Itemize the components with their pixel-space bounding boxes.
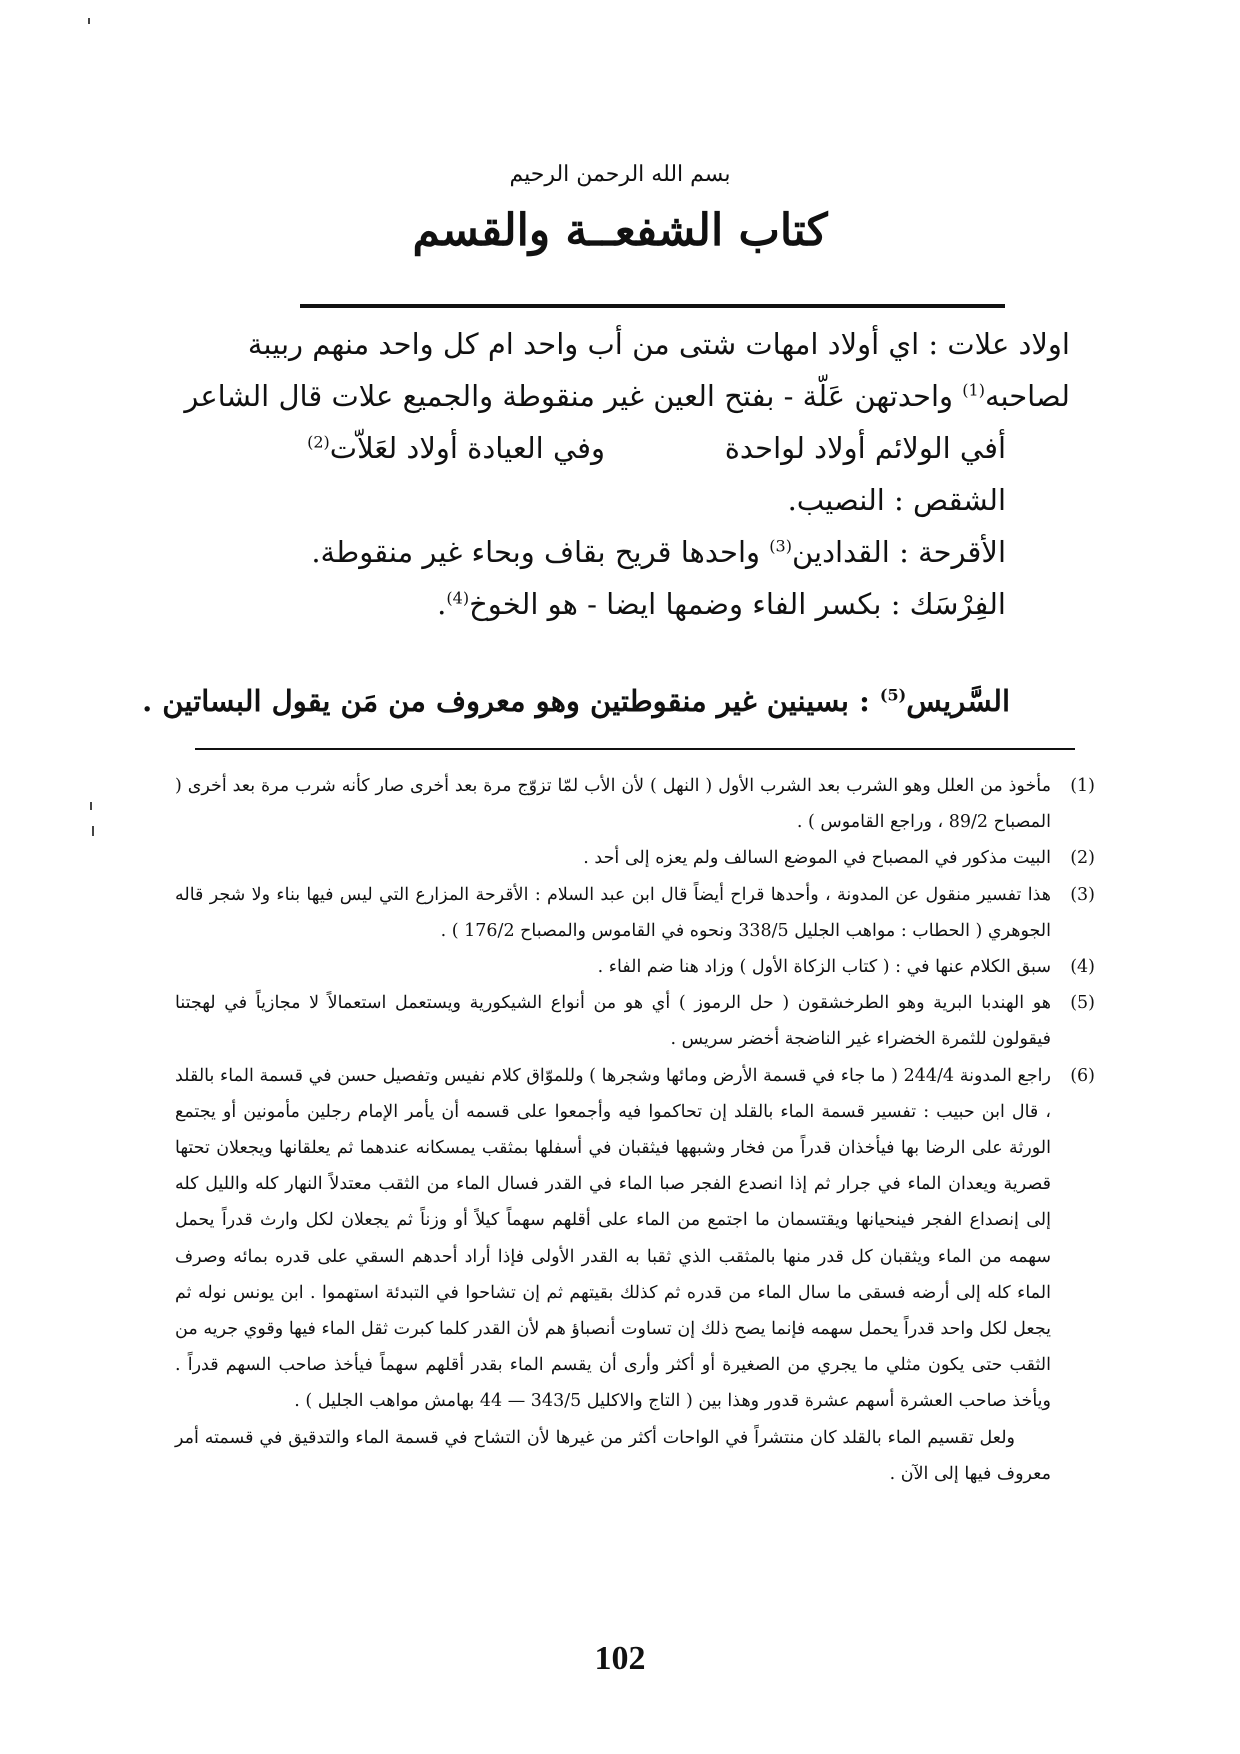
scan-mark	[88, 18, 90, 24]
sarees-line	[142, 684, 1070, 718]
main-text	[170, 318, 1070, 630]
verse-hemistich-1: أفي الولائم أولاد لواحدة	[724, 431, 1006, 465]
footnote-divider	[195, 748, 1075, 750]
sarees-definition: : بسينين غير منقوطتين وهو معروف من مَن يقول البساتين .	[142, 684, 880, 718]
main-line-text: الشقص : النصيب.	[787, 483, 1006, 517]
footnote	[175, 840, 1095, 876]
verse-hemistich-2	[307, 422, 605, 474]
scan-mark	[92, 826, 94, 836]
footnote-continuation: ولعل تقسيم الماء بالقلد كان منتشراً في الواحات أكثر من غيرها لأن التشاح في قسمة الماء والتدقيق في قسمته أمر معروف فيها إلى الآن .	[175, 1427, 1051, 1484]
footnote-number: (5)	[1070, 993, 1095, 1014]
footnote-number: (3)	[1070, 884, 1095, 905]
footnote-text: مأخوذ من العلل وهو الشرب بعد الشرب الأول ( النهل ) لأن الأب لمّا تزوّج مرة بعد أخرى صار كأنه شرب مرة بعد أخرى ( المصباح 89/2 ، وراجع القاموس ) .	[175, 776, 1051, 833]
main-line	[170, 318, 1070, 370]
main-line-text: الفِرْسَك : بكسر الفاء وضمها ايضا - هو الخوخ	[469, 587, 1006, 621]
basmala: بسم الله الرحمن الرحيم	[509, 162, 731, 187]
main-line-text: واحدتهن عَلّة - بفتح العين غير منقوطة والجميع علات قال الشاعر	[184, 379, 963, 413]
footnote-ref: (5)	[879, 685, 907, 705]
footnote-text: هو الهندبا البرية وهو الطرخشقون ( حل الرموز ) أي هو من أنواع الشيكورية ويستعمل استعمالاً لا مجازياً في لهجتنا فيقولون للثمرة الخضراء غير الناضجة أخضر سريس .	[175, 993, 1051, 1050]
footnote-text: هذا تفسير منقول عن المدونة ، وأحدها قراح أيضاً قال ابن عبد السلام : الأقرحة المزارع التي ليس فيها بناء ولا شجر قاله الجوهري ( الحطاب : مواهب الجليل 338/5 ونحوه في القاموس والمصباح 176/2 ) .	[175, 884, 1051, 941]
footnote	[175, 768, 1095, 840]
footnotes	[175, 768, 1095, 1492]
footnote-number: (4)	[1070, 957, 1095, 978]
footnote	[175, 877, 1095, 949]
sarees-term: السَّريس	[906, 684, 1010, 718]
title-divider	[300, 304, 1005, 308]
verse-text: وفي العيادة أولاد لعَلاّت	[329, 431, 605, 465]
main-line	[170, 578, 1070, 630]
main-line-text: .	[437, 587, 447, 621]
main-line	[170, 370, 1070, 422]
scan-mark	[90, 802, 92, 810]
footnote-ref: (1)	[962, 380, 985, 400]
main-line	[170, 474, 1070, 526]
footnote-text: البيت مذكور في المصباح في الموضع السالف ولم يعزه إلى أحد .	[583, 848, 1051, 869]
footnote-text: سبق الكلام عنها في : ( كتاب الزكاة الأول ) وزاد هنا ضم الفاء .	[597, 957, 1051, 978]
page-title: كتاب الشفعــة والقسم	[412, 205, 828, 256]
footnote-ref: (2)	[307, 432, 330, 452]
main-line-text: لصاحبه	[984, 379, 1070, 413]
footnote-number: (2)	[1070, 848, 1095, 869]
main-line-text: اولاد علات : اي أولاد امهات شتى من أب واحد ام كل واحد منهم ربيبة	[247, 327, 1070, 361]
main-line	[170, 526, 1070, 578]
footnote-ref: (3)	[769, 536, 792, 556]
footnote	[175, 1058, 1095, 1420]
main-line-text: الأقرحة : القدادين	[791, 535, 1006, 569]
poem-verse	[170, 422, 1070, 474]
footnote-number: (6)	[1070, 1065, 1095, 1086]
main-line-text: واحدها قريح بقاف وبحاء غير منقوطة.	[311, 535, 770, 569]
footnote	[175, 985, 1095, 1057]
footnote-ref: (4)	[446, 588, 470, 608]
footnote	[175, 949, 1095, 985]
footnote-number: (1)	[1070, 776, 1095, 796]
page-number: 102	[594, 1640, 646, 1677]
footnote-text: راجع المدونة 244/4 ( ما جاء في قسمة الأرض ومائها وشجرها ) وللموّاق كلام نفيس وتفصيل حسن في قسمة الماء بالقلد ، قال ابن حبيب : تفسير قسمة الماء بالقلد إن تحاكموا فيه وأجمعوا على قسمه أن يأمر الإمام رجلين مأمونين أو يجتمع الورثة على الرضا بها فيأخذان قدراً من فخار وشبهها فيثقبان في أسفلها بمثقب يمسكانه عندهما ثم يعلقانها ويجعلان تحتها قصرية ويعدان الماء في جرار ثم إذا انصدع الفجر صبا الماء في القدر فسال الماء من الثقب معتدلاً النهار كله والليل كله إلى إنصداع الفجر فينحيانها ويقتسمان ما اجتمع من الماء على أقلهم سهماً كيلاً أو وزناً ثم يجعلان لكل وارث قدراً يحمل سهمه من الماء ويثقبان كل قدر منها بالمثقب الذي ثقبا به القدر الأولى فإذا أراد أحدهم السقي على قدره بمائه وصرف الماء كله إلى أرضه فسقى ما سال الماء من قدره ثم كذلك بقيتهم ثم إن تشاحوا في التبدئة استهموا . ابن يونس نوله ثم يجعل لكل واحد قدراً يحمل سهمه فإنما يصح ذلك إن تساوت أنصباؤ هم لأن القدر كلما كبرت ثقل الماء فيها وقوي جريه من الثقب حتى يكون مثلي ما يجري من الصغيرة أو أكثر وأرى أن يقسم الماء بقدر أقلهم سهماً فيأخذ صاحب السهم قدراً . ويأخذ صاحب العشرة أسهم عشرة قدور وهذا بين ( التاج والاكليل 343/5 — 44 بهامش مواهب الجليل ) .	[175, 1065, 1051, 1412]
